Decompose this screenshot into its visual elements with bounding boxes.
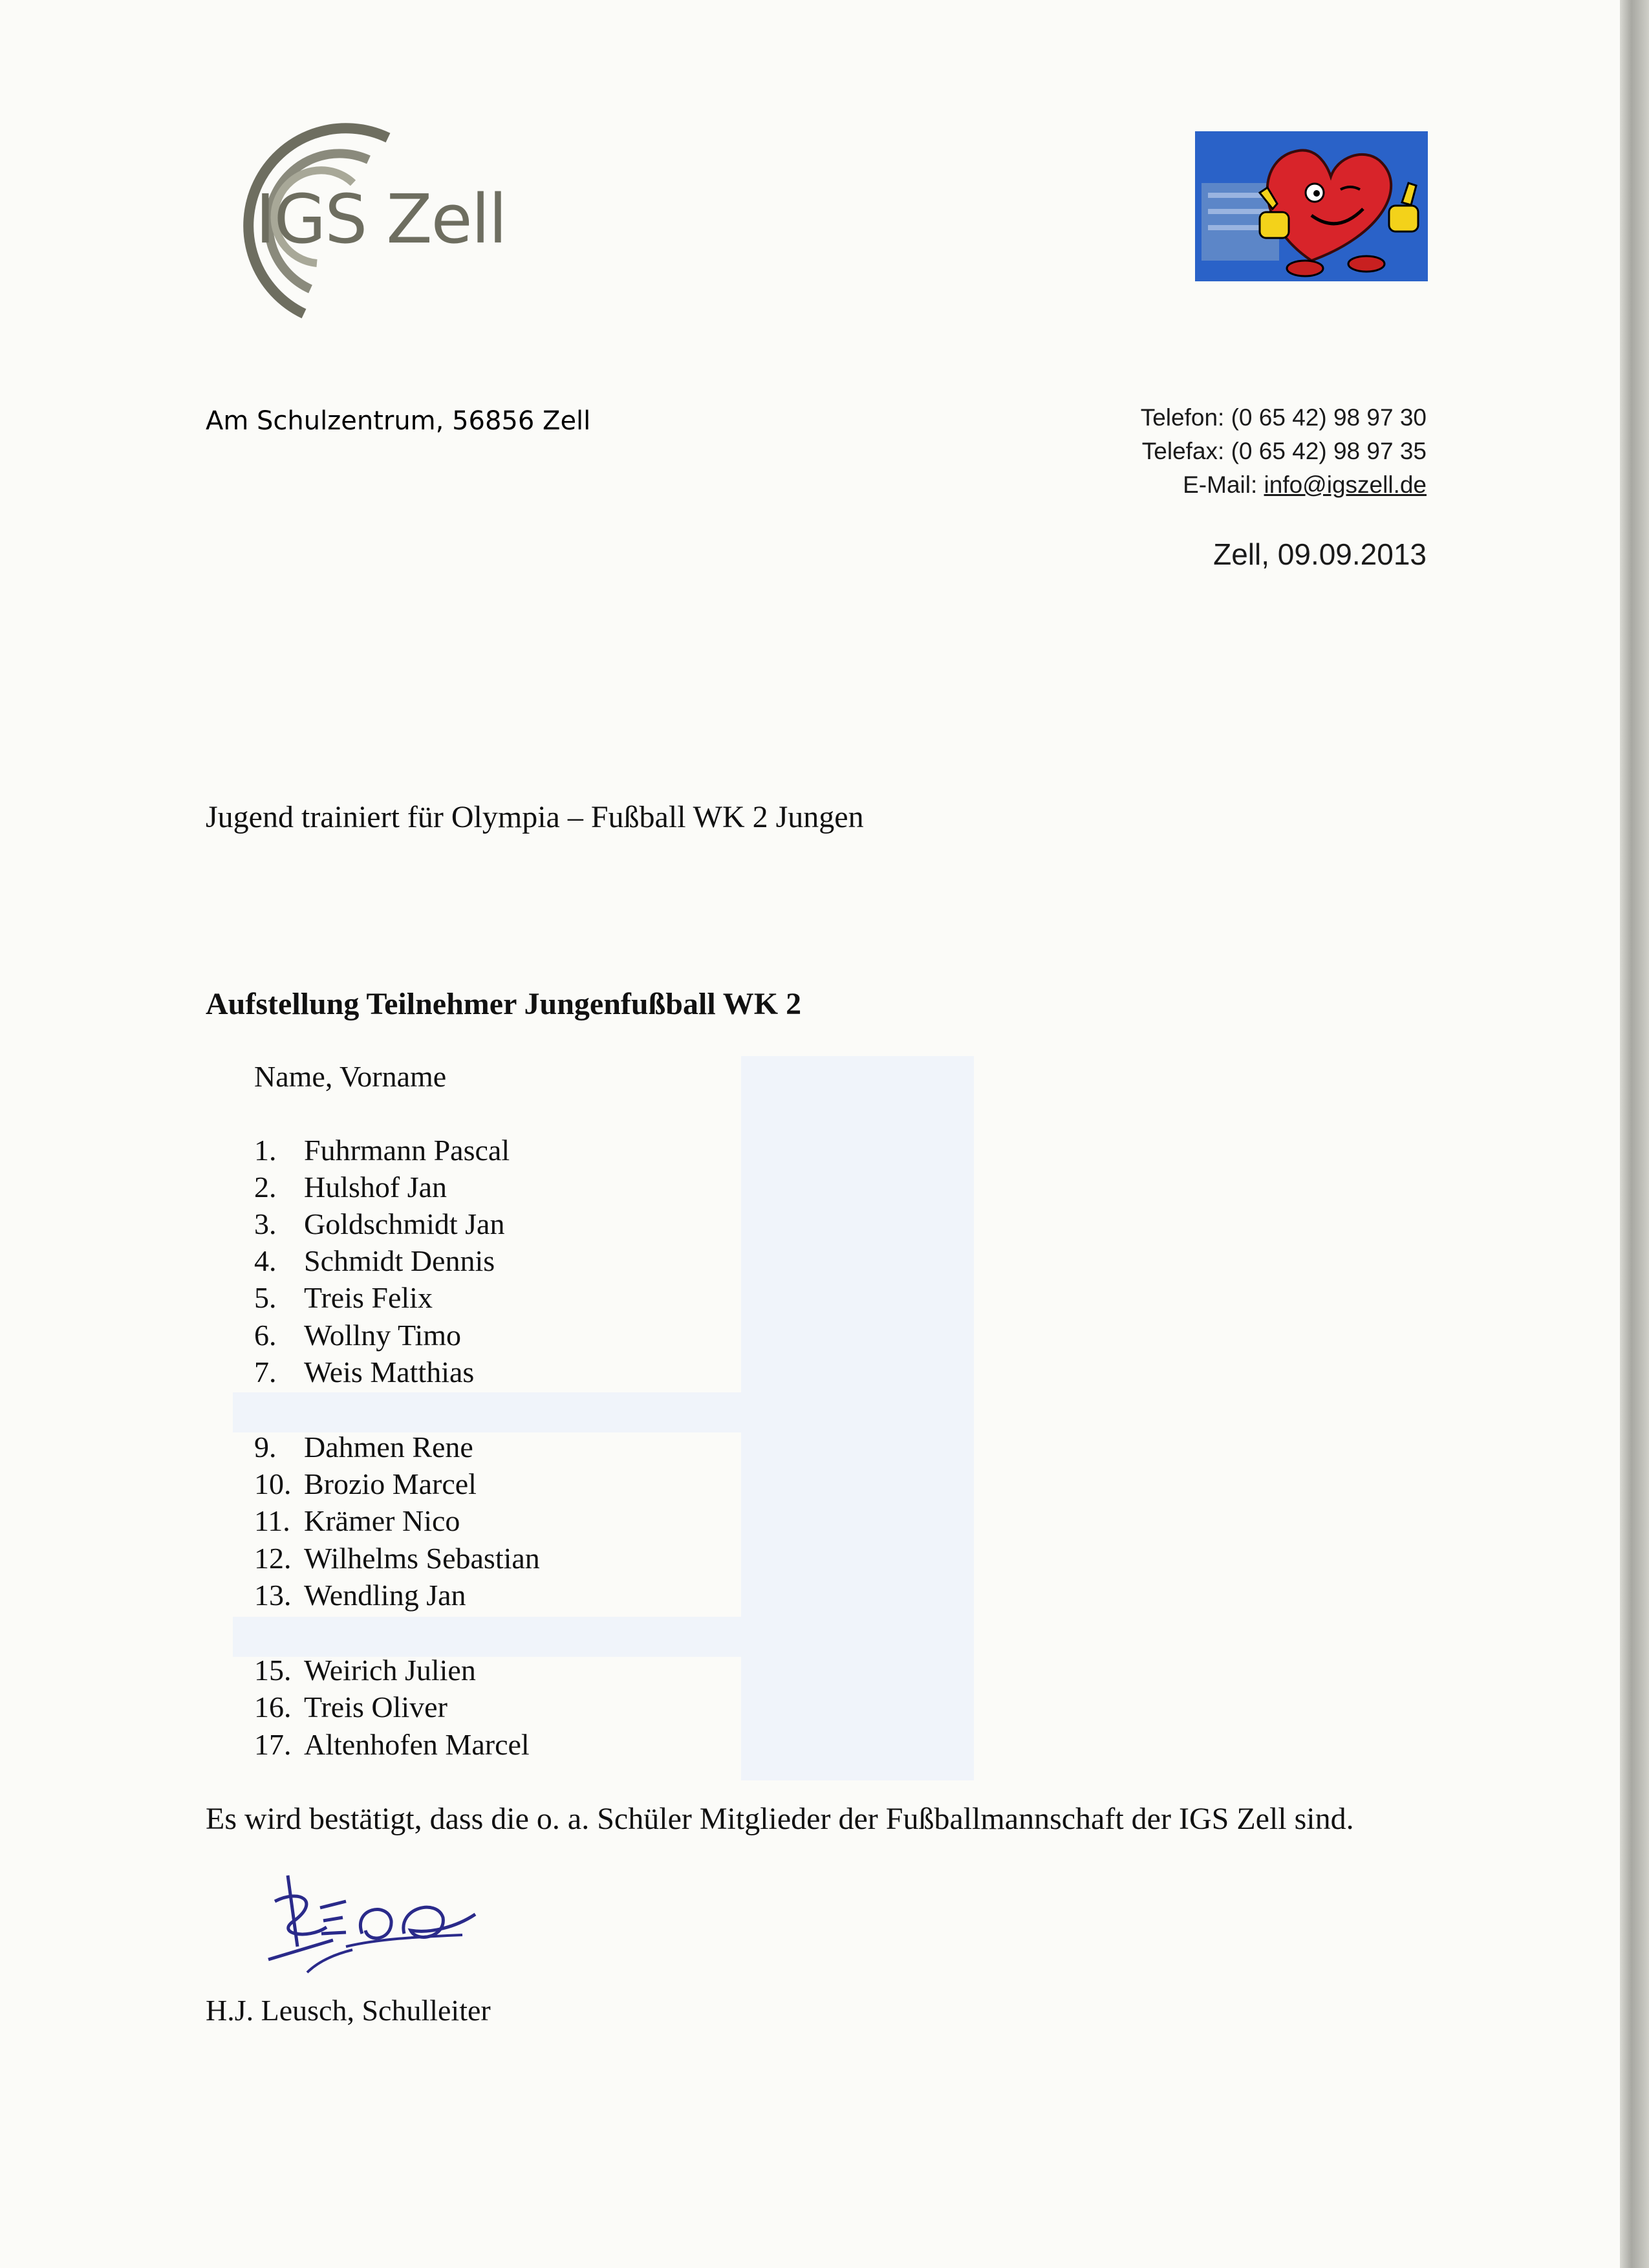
list-item: [254, 1318, 461, 1352]
list-item: [254, 1504, 460, 1538]
list-item: [254, 1133, 510, 1167]
list-item: [254, 1578, 466, 1612]
player-number: 1.: [254, 1134, 277, 1167]
player-name: Brozio Marcel: [304, 1467, 477, 1500]
player-name: Krämer Nico: [304, 1504, 460, 1537]
player-name: Goldschmidt Jan: [304, 1207, 505, 1240]
player-name: Fuhrmann Pascal: [304, 1134, 510, 1167]
email-label: E-Mail:: [1183, 471, 1264, 498]
player-name: Wilhelms Sebastian: [304, 1542, 540, 1575]
roster-heading: Aufstellung Teilnehmer Jungenfußball WK 2: [206, 987, 802, 1021]
redaction-block: [233, 1617, 741, 1657]
list-item: [254, 1467, 477, 1501]
list-item: [254, 1541, 540, 1575]
player-name: Treis Felix: [304, 1281, 433, 1314]
player-name: Dahmen Rene: [304, 1431, 473, 1463]
fax-line: Telefax: (0 65 42) 98 97 35: [1141, 438, 1427, 464]
player-name: Weirich Julien: [304, 1654, 476, 1687]
list-item: [254, 1280, 433, 1315]
player-number: 10.: [254, 1467, 292, 1500]
contact-block: [1141, 401, 1427, 502]
player-number: 3.: [254, 1207, 277, 1240]
player-number: 9.: [254, 1431, 277, 1463]
letter-date: Zell, 09.09.2013: [1213, 537, 1427, 571]
list-item: [254, 1244, 495, 1278]
redaction-block: [233, 1392, 741, 1432]
player-number: 12.: [254, 1542, 292, 1575]
player-name: Hulshof Jan: [304, 1171, 447, 1204]
list-item: [254, 1653, 476, 1687]
player-number: 6.: [254, 1319, 277, 1352]
list-item: [254, 1207, 504, 1241]
list-item: [254, 1170, 447, 1204]
player-number: 11.: [254, 1504, 290, 1537]
player-number: 16.: [254, 1690, 292, 1723]
list-item: [254, 1690, 447, 1724]
logo-wordmark: IGS Zell: [255, 180, 506, 259]
list-item: [254, 1430, 473, 1464]
redaction-block: [741, 1056, 974, 1780]
player-number: 5.: [254, 1281, 277, 1314]
player-number: 17.: [254, 1728, 292, 1761]
list-item: [254, 1355, 474, 1389]
list-item: [254, 1727, 530, 1762]
player-name: Treis Oliver: [304, 1690, 447, 1723]
phone-line: Telefon: (0 65 42) 98 97 30: [1140, 404, 1427, 431]
player-number: 15.: [254, 1654, 292, 1687]
signer-name: H.J. Leusch, Schulleiter: [206, 1994, 491, 2027]
heart-mascot-image: [1195, 131, 1428, 281]
confirmation-text: Es wird bestätigt, dass die o. a. Schüler Mitglieder der Fußballmannschaft der IGS Zell sind.: [206, 1802, 1354, 1836]
player-name: Schmidt Dennis: [304, 1244, 495, 1277]
scan-edge: [1620, 0, 1649, 2268]
player-number: 13.: [254, 1579, 292, 1612]
player-name: Weis Matthias: [304, 1355, 475, 1388]
column-header: Name, Vorname: [254, 1060, 447, 1093]
player-name: Wollny Timo: [304, 1319, 462, 1352]
player-name: Altenhofen Marcel: [304, 1728, 530, 1761]
letter-subject: Jugend trainiert für Olympia – Fußball WK 2 Jungen: [206, 800, 864, 834]
school-address: Am Schulzentrum, 56856 Zell: [206, 406, 591, 436]
player-number: 7.: [254, 1355, 277, 1388]
handwritten-signature: [249, 1863, 534, 1998]
player-name: Wendling Jan: [304, 1579, 466, 1612]
email-line: [1141, 468, 1427, 502]
player-number: 4.: [254, 1244, 277, 1277]
player-number: 2.: [254, 1171, 277, 1204]
email-link[interactable]: info@igszell.de: [1264, 471, 1427, 498]
